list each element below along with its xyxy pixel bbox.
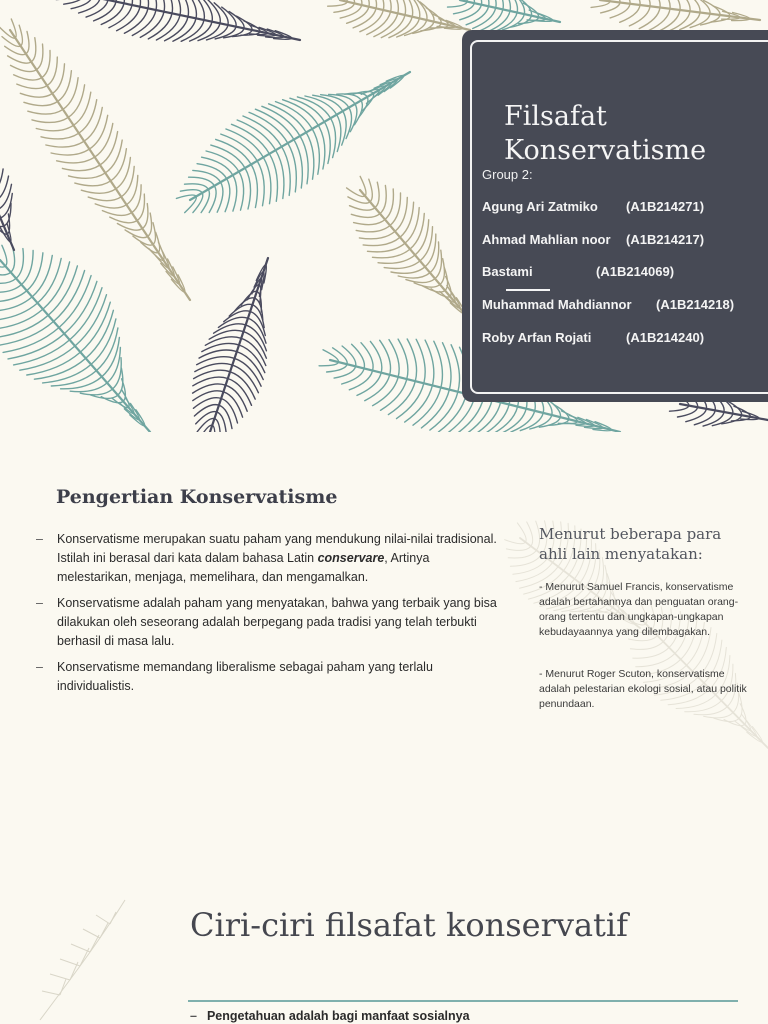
bullet-dash: – bbox=[36, 660, 43, 674]
definition-slide bbox=[0, 448, 768, 880]
member-row bbox=[482, 232, 705, 247]
title-slide bbox=[0, 0, 768, 432]
section-heading: Ciri-ciri filsafat konservatif bbox=[190, 906, 628, 944]
section-heading: Pengertian Konservatisme bbox=[56, 486, 338, 508]
member-nim: (A1B214217) bbox=[626, 232, 705, 247]
member-nim: (A1B214271) bbox=[626, 199, 705, 214]
latin-term: conservare bbox=[317, 551, 385, 565]
underline-mark bbox=[506, 289, 550, 291]
bullet-text: , Artinya melestarikan, menjaga, memelihara, dan mengamalkan. bbox=[57, 551, 430, 584]
member-name: Bastami bbox=[482, 264, 533, 279]
side-heading: Menurut beberapa para ahli lain menyatakan: bbox=[539, 525, 722, 563]
member-name: Agung Ari Zatmiko bbox=[482, 199, 598, 214]
list-item bbox=[36, 658, 506, 696]
presentation-title: Filsafat Konservatisme bbox=[504, 101, 707, 166]
bullet-text: Konservatisme memandang liberalisme sebagai paham yang terlalu individualistis. bbox=[57, 660, 433, 693]
member-name: Muhammad Mahdiannor bbox=[482, 297, 632, 312]
definition-list bbox=[36, 530, 506, 703]
feather-navy bbox=[49, 0, 300, 41]
member-row bbox=[482, 297, 735, 312]
divider bbox=[188, 1000, 738, 1002]
member-nim: (A1B214218) bbox=[656, 297, 735, 312]
feather-teal bbox=[176, 72, 410, 213]
expert-quote: - Menurut Samuel Francis, konservatisme adalah bertahannya dan penguatan orang-orang tertentu dan ungkapan-ungkapan kebudayaannya yang dilembagakan. bbox=[539, 581, 739, 638]
member-nim: (A1B214069) bbox=[596, 264, 675, 279]
list-item bbox=[36, 594, 506, 651]
feather-olive bbox=[328, 0, 470, 38]
expert-quote: - Menurut Roger Scuton, konservatisme adalah pelestarian ekologi sosial, atau politik penundaan. bbox=[539, 668, 747, 710]
member-row bbox=[482, 330, 705, 345]
member-row bbox=[482, 264, 675, 279]
member-name: Roby Arfan Rojati bbox=[482, 330, 592, 345]
bullet-text: Pengetahuan adalah bagi manfaat sosialnya bbox=[206, 1009, 470, 1023]
member-nim: (A1B214240) bbox=[626, 330, 705, 345]
characteristics-slide bbox=[0, 880, 768, 1024]
feather-olive bbox=[591, 0, 760, 31]
list-item bbox=[190, 1009, 470, 1023]
feather-olive bbox=[347, 176, 470, 320]
member-name: Ahmad Mahlian noor bbox=[482, 232, 611, 247]
bullet-dash: – bbox=[190, 1009, 197, 1023]
list-item bbox=[36, 530, 506, 587]
feather-teal bbox=[448, 0, 561, 32]
feather-teal bbox=[0, 245, 150, 432]
bullet-dash: – bbox=[36, 596, 43, 610]
faint-feather-illustration bbox=[0, 880, 768, 1024]
feather-navy bbox=[0, 157, 14, 250]
group-label: Group 2: bbox=[482, 167, 533, 182]
title-card bbox=[462, 30, 768, 402]
member-row bbox=[482, 199, 705, 214]
bullet-text: Konservatisme adalah paham yang menyatakan, bahwa yang terbaik yang bisa dilakukan oleh seseorang adalah berpegang pada tradisi yang telah terbukti berhasil di masa lalu. bbox=[57, 596, 497, 648]
bullet-dash: – bbox=[36, 532, 43, 546]
bullet-text: Konservatisme merupakan suatu paham yang mendukung nilai-nilai tradisional. Istilah ini berasal dari kata dalam bahasa Latin bbox=[57, 532, 497, 565]
feather-navy bbox=[193, 258, 268, 432]
feather-olive bbox=[0, 19, 190, 300]
